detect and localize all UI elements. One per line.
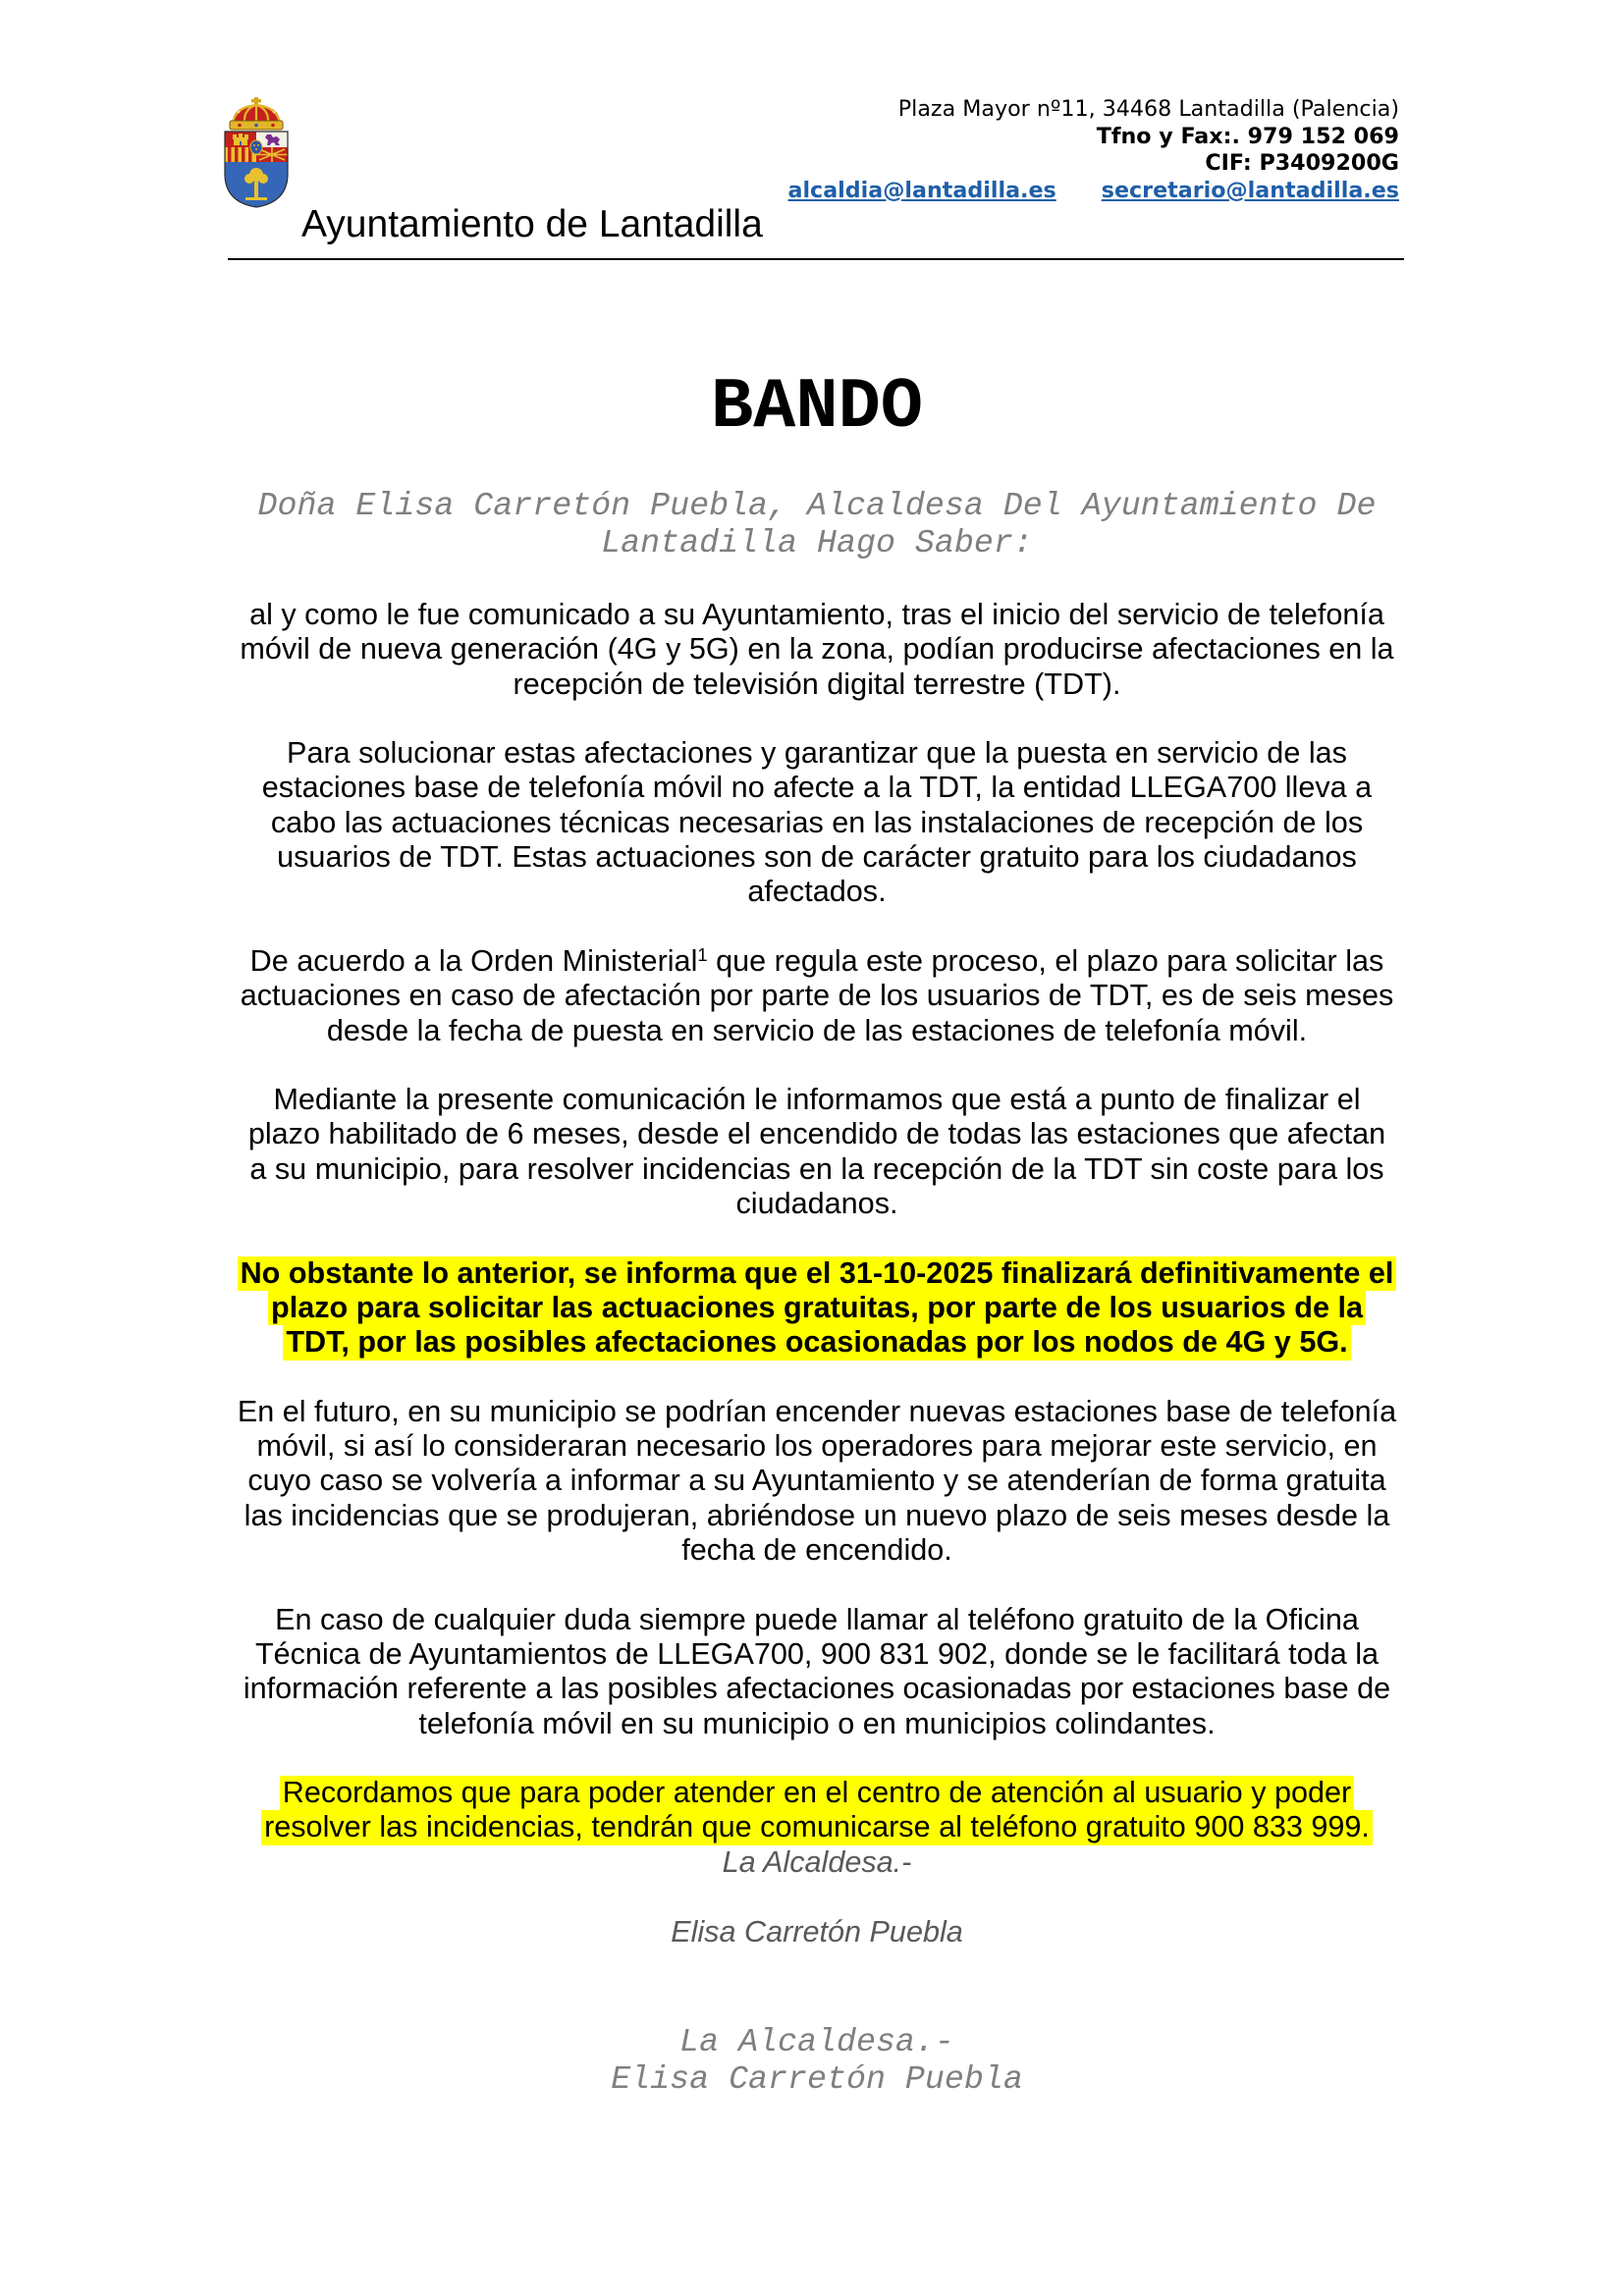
paragraph-line: cuyo caso se volvería a informar a su Ayuntamiento y se atenderían de forma gratuita bbox=[247, 1464, 1386, 1498]
line-text: que regula este proceso, el plazo para solicitar las bbox=[707, 943, 1384, 978]
paragraph-line: desde la fecha de puesta en servicio de las estaciones de telefonía móvil. bbox=[326, 1013, 1308, 1047]
signature-name: Elisa Carretón Puebla bbox=[671, 1914, 963, 1949]
typed-signature bbox=[228, 2024, 1406, 2098]
paragraph-line bbox=[228, 1256, 1406, 1291]
footnote-reference: 1 bbox=[697, 943, 708, 965]
coat-of-arms-icon bbox=[218, 97, 295, 209]
paragraph-line bbox=[228, 1291, 1406, 1325]
paragraph-line: a su municipio, para resolver incidencias en la recepción de la TDT sin coste para los bbox=[249, 1151, 1384, 1186]
highlighted-text: plazo para solicitar las actuaciones gratuitas, por parte de los usuarios de la bbox=[268, 1291, 1366, 1325]
paragraph-line: al y como le fue comunicado a su Ayuntamiento, tras el inicio del servicio de telefonía bbox=[249, 598, 1384, 631]
typed-signature-name: Elisa Carretón Puebla bbox=[611, 2059, 1023, 2098]
document-body bbox=[228, 598, 1406, 1880]
paragraph-line: Mediante la presente comunicación le informamos que está a punto de finalizar el bbox=[273, 1083, 1361, 1117]
typed-signature-role: La Alcaldesa.- bbox=[679, 2023, 954, 2060]
paragraph-line: móvil de nueva generación (4G y 5G) en la zona, podían producirse afectaciones en la bbox=[240, 632, 1394, 667]
paragraph-line: información referente a las posibles afectaciones ocasionadas por estaciones base de bbox=[243, 1672, 1391, 1706]
paragraph-llega700-solution bbox=[228, 736, 1406, 909]
paragraph-line: afectados. bbox=[747, 875, 887, 909]
intro-line: Doña Elisa Carretón Puebla, Alcaldesa Del Ayuntamiento De bbox=[257, 487, 1377, 524]
paragraph-line: En caso de cualquier duda siempre puede llamar al teléfono gratuito de la Oficina bbox=[275, 1602, 1359, 1636]
paragraph-line: En el futuro, en su municipio se podrían encender nuevas estaciones base de telefonía bbox=[237, 1394, 1397, 1428]
email-alcaldia-link[interactable]: alcaldia@lantadilla.es bbox=[787, 177, 1056, 203]
paragraph-line: actuaciones en caso de afectación por parte de los usuarios de TDT, es de seis meses bbox=[240, 979, 1394, 1013]
document-title: BANDO bbox=[710, 367, 924, 448]
highlighted-text: resolver las incidencias, tendrán que comunicarse al teléfono gratuito 900 833 999. bbox=[261, 1810, 1373, 1844]
paragraph-line bbox=[228, 944, 1406, 979]
address: Plaza Mayor nº11, 34468 Lantadilla (Palencia) bbox=[897, 96, 1399, 122]
paragraph-line: Para solucionar estas afectaciones y garantizar que la puesta en servicio de las bbox=[287, 736, 1347, 771]
paragraph-deadline-ending bbox=[228, 1083, 1406, 1221]
paragraph-final-deadline-notice bbox=[228, 1256, 1406, 1361]
phone-fax: Tfno y Fax:. 979 152 069 bbox=[1096, 123, 1399, 149]
paragraph-line: plazo habilitado de 6 meses, desde el encendido de todas las estaciones que afectan bbox=[247, 1117, 1386, 1151]
highlighted-text: No obstante lo anterior, se informa que el 31-10-2025 finalizará definitivamente el bbox=[238, 1256, 1397, 1291]
line-text: De acuerdo a la Orden Ministerial bbox=[249, 943, 698, 978]
intro-line: Lantadilla Hago Saber: bbox=[601, 523, 1033, 561]
municipality-name: Ayuntamiento de Lantadilla bbox=[301, 203, 763, 245]
paragraph-context bbox=[228, 598, 1406, 702]
paragraph-line: Técnica de Ayuntamientos de LLEGA700, 900 831 902, donde se le facilitará toda la bbox=[254, 1636, 1380, 1671]
paragraph-contact-office bbox=[228, 1603, 1406, 1741]
paragraph-line: cabo las actuaciones técnicas necesarias en las instalaciones de recepción de los bbox=[270, 805, 1364, 839]
paragraph-helpline-reminder bbox=[228, 1776, 1406, 1845]
highlighted-text: Recordamos que para poder atender en el centro de atención al usuario y poder bbox=[280, 1776, 1354, 1810]
cif-number: CIF: P3409200G bbox=[1205, 150, 1399, 177]
paragraph-line: usuarios de TDT. Estas actuaciones son de carácter gratuito para los ciudadanos bbox=[277, 840, 1357, 875]
paragraph-line: recepción de televisión digital terrestre (TDT). bbox=[513, 667, 1121, 701]
paragraph-line: las incidencias que se produjeran, abriéndose un nuevo plazo de seis meses desde la bbox=[244, 1498, 1390, 1532]
signature-role: La Alcaldesa.- bbox=[722, 1845, 912, 1879]
contact-block bbox=[787, 96, 1399, 204]
highlighted-text: TDT, por las posibles afectaciones ocasionadas por los nodos de 4G y 5G. bbox=[283, 1325, 1350, 1360]
paragraph-line: telefonía móvil en su municipio o en municipios colindantes. bbox=[418, 1706, 1216, 1740]
paragraph-future-stations bbox=[228, 1395, 1406, 1568]
paragraph-line: móvil, si así lo consideraran necesario los operadores para mejorar este servicio, en bbox=[256, 1429, 1378, 1464]
paragraph-line bbox=[228, 1776, 1406, 1810]
signature bbox=[228, 1845, 1406, 1949]
header-divider bbox=[228, 258, 1404, 260]
paragraph-line bbox=[228, 1810, 1406, 1844]
paragraph-line: fecha de encendido. bbox=[681, 1533, 952, 1568]
email-secretario-link[interactable]: secretario@lantadilla.es bbox=[1101, 177, 1399, 203]
intro-statement bbox=[228, 488, 1406, 561]
paragraph-line: ciudadanos. bbox=[735, 1187, 898, 1221]
paragraph-line: estaciones base de telefonía móvil no afecte a la TDT, la entidad LLEGA700 lleva a bbox=[261, 771, 1373, 805]
email-links bbox=[787, 178, 1399, 205]
paragraph-deadline-rule bbox=[228, 944, 1406, 1048]
paragraph-line bbox=[228, 1325, 1406, 1360]
